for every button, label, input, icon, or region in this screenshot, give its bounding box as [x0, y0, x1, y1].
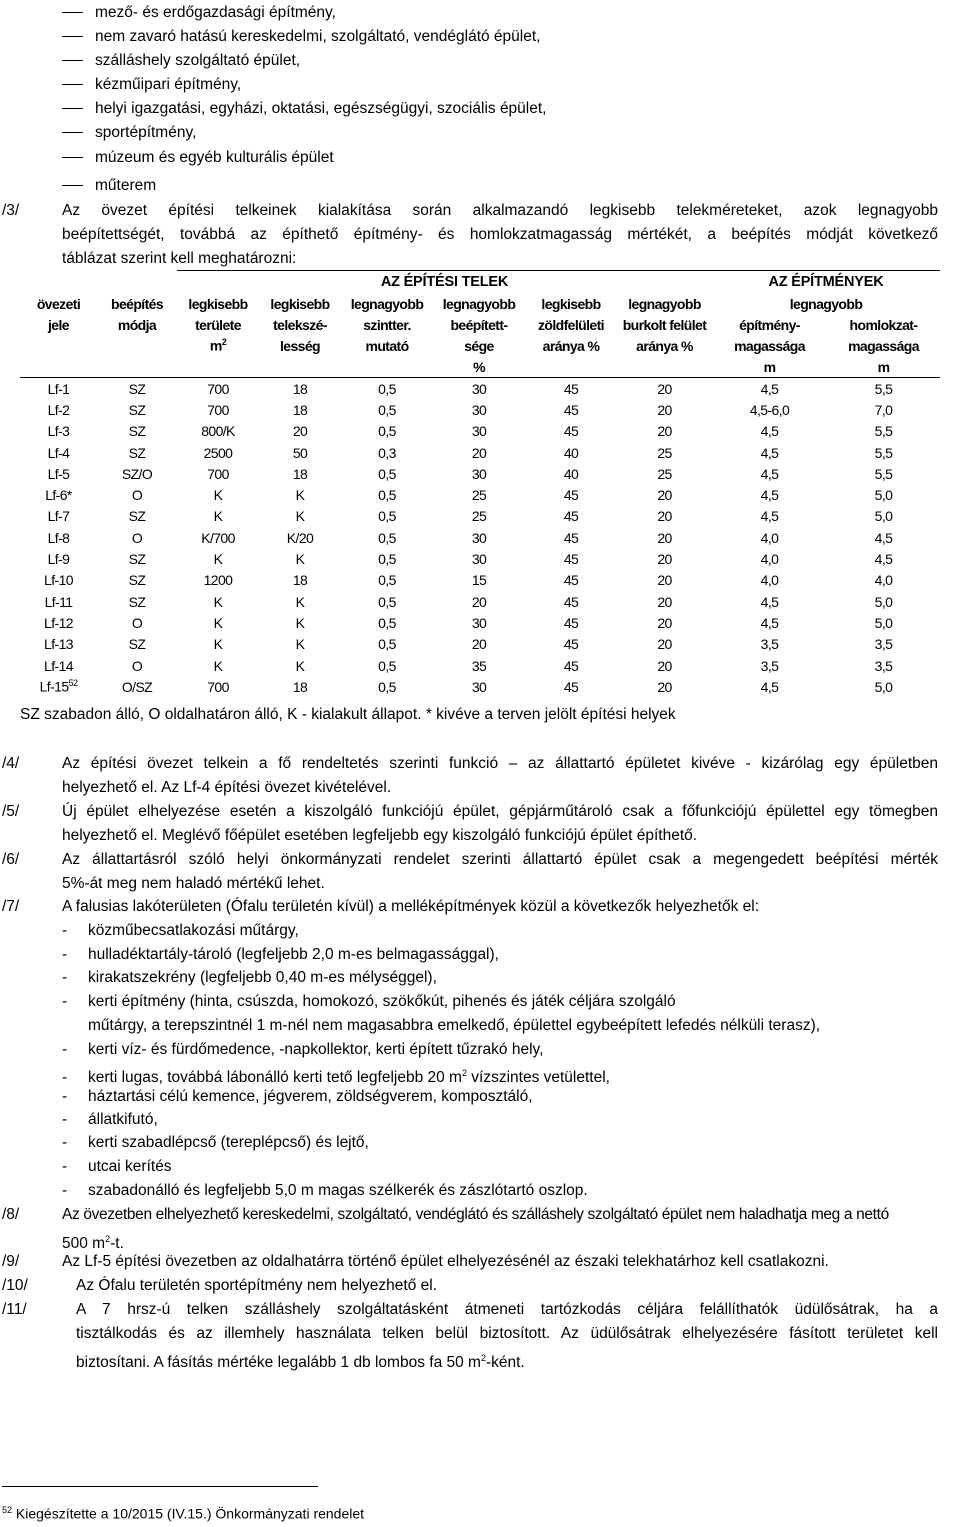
cell-built: 25 — [471, 508, 487, 525]
table-row — [20, 676, 940, 697]
cell-facade-height: 4,0 — [874, 572, 893, 589]
cell-width: K — [295, 508, 305, 525]
cell-green: 45 — [563, 614, 579, 631]
cell-paved: 25 — [657, 465, 672, 482]
table-row — [20, 634, 940, 655]
paragraph-line: A 7 hrsz-ú telken szálláshely szolgáltatásként átmeneti tartózkodás céljára felállíthatók üdülősátrak, ha a — [76, 1301, 938, 1318]
cell-mode: SZ — [128, 508, 146, 525]
cell-paved: 20 — [657, 508, 672, 525]
footnote-ref: 52 — [68, 678, 78, 689]
cell-mode: SZ — [128, 593, 146, 610]
cell-built: 30 — [471, 401, 487, 418]
cell-width: 18 — [292, 380, 308, 397]
cell-mode: SZ — [128, 423, 146, 440]
paragraph-10 — [0, 1274, 960, 1298]
cell-facade-height: 5,5 — [874, 444, 893, 461]
cell-width: K/20 — [286, 529, 314, 546]
cell-paved: 20 — [657, 572, 672, 589]
paragraph-number: /11/ — [2, 1301, 27, 1318]
header-green: zöldfelületi — [538, 316, 604, 333]
table-row — [20, 484, 940, 505]
cell-mode: SZ — [128, 636, 146, 653]
header-paved: legnagyobb — [628, 295, 701, 312]
paragraph-line: A falusias lakóterületen (Ófalu területén kívül) a melléképítmények közül a következők helyezhetők el: — [62, 898, 760, 915]
cell-floor: 0,5 — [378, 636, 396, 653]
paragraph-line: helyezhető el. Az Lf-4 építési övezet kivételével. — [62, 779, 392, 796]
cell-facade-height: 5,0 — [874, 678, 893, 695]
cell-green: 45 — [563, 551, 579, 568]
header-building-height: építmény- — [739, 316, 800, 333]
cell-green: 45 — [563, 678, 579, 695]
table-row — [20, 506, 940, 527]
cell-width: K — [295, 593, 305, 610]
cell-mode: O — [131, 529, 143, 546]
paragraph-line: Az állattartásról szóló helyi önkormányzati rendelet szerinti állattartó épület csak a megengedett beépítési mérték — [62, 851, 938, 868]
paragraph-number: /10/ — [2, 1277, 28, 1294]
paragraph-5 — [0, 800, 960, 848]
header-floor: legnagyobb — [350, 295, 424, 312]
cell-building-height: 4,5 — [760, 593, 779, 610]
list-item: műterem — [62, 175, 156, 197]
cell-mode: SZ — [128, 401, 146, 418]
paragraph-7 — [0, 895, 960, 919]
list-item: - állatkifutó, — [62, 1111, 158, 1128]
footnote-separator — [2, 1486, 318, 1487]
cell-floor: 0,5 — [378, 508, 396, 525]
cell-built: 30 — [471, 529, 487, 546]
cell-facade-height: 5,0 — [874, 487, 893, 504]
cell-floor: 0,5 — [378, 423, 396, 440]
cell-building-height: 4,5 — [760, 465, 779, 482]
cell-mode: SZ — [128, 551, 146, 568]
cell-built: 30 — [471, 465, 487, 482]
footnote-text: Kiegészítette a 10/2015 (IV.15.) Önkormányzati rendelet — [15, 1505, 365, 1522]
cell-building-height: 4,5 — [760, 678, 779, 695]
cell-mode: SZ — [128, 572, 146, 589]
cell-building-height: 4,5 — [760, 444, 779, 461]
header-area-unit: $m^2$ — [209, 337, 227, 354]
cell-mode: O/SZ — [121, 678, 153, 695]
cell-area: K — [213, 508, 223, 525]
cell-building-height: 4,5 — [760, 423, 779, 440]
cell-paved: 20 — [657, 636, 672, 653]
cell-width: 18 — [292, 572, 308, 589]
cell-zone: Lf-4 — [47, 444, 70, 461]
cell-paved: 25 — [657, 444, 672, 461]
cell-green: 40 — [563, 444, 579, 461]
cell-facade-height: 5,0 — [874, 593, 893, 610]
paragraph-line: beépítettségét, továbbá az építhető építmény- és homlokzatmagasság mértékét, a beépítés módját következő — [62, 226, 938, 243]
cell-paved: 20 — [657, 551, 672, 568]
cell-green: 45 — [563, 401, 579, 418]
table-row — [20, 527, 940, 548]
header-width: legkisebb — [270, 295, 330, 312]
header-green: aránya % — [542, 337, 600, 354]
paragraph-number: /5/ — [2, 803, 20, 820]
cell-facade-height: 5,5 — [874, 380, 893, 397]
cell-mode: SZ/O — [121, 465, 153, 482]
cell-building-height: 4,5 — [760, 614, 779, 631]
cell-paved: 20 — [657, 380, 672, 397]
paragraph-line: biztosítani. A fásítás mértéke legalább 1 db lombos fa 50 $m^2$-ként. — [76, 1353, 525, 1372]
cell-area: K — [213, 657, 223, 674]
header-area: legkisebb — [188, 295, 248, 312]
header-floor: mutató — [365, 337, 409, 354]
cell-building-height: 4,5 — [760, 380, 779, 397]
header-zone: övezeti — [36, 295, 81, 312]
header-green: legkisebb — [541, 295, 601, 312]
cell-built: 20 — [471, 593, 487, 610]
cell-building-height: 3,5 — [760, 636, 779, 653]
paragraph-line: Az Lf-5 építési övezetben az oldalhatárra történő épület elhelyezésénél az északi telekhatárhoz kell csatlakozni. — [62, 1253, 829, 1270]
cell-area: 700 — [207, 380, 229, 397]
cell-facade-height: 3,5 — [874, 636, 893, 653]
table-row — [20, 655, 940, 676]
cell-green: 45 — [563, 508, 579, 525]
cell-built: 30 — [471, 678, 487, 695]
list-item: - utcai kerítés — [62, 1158, 172, 1175]
cell-area: K — [213, 593, 223, 610]
cell-green: 45 — [563, 529, 579, 546]
header-built: legnagyobb — [442, 295, 516, 312]
cell-area: K — [213, 636, 223, 653]
list-item: szálláshely szolgáltató épület, — [62, 50, 300, 72]
cell-building-height: 4,0 — [760, 572, 779, 589]
list-item: - kerti építmény (hinta, csúszda, homokozó, szökőkút, pihenés és játék céljára szolgáló — [62, 993, 676, 1010]
header-building-height: m — [712, 356, 827, 378]
paragraph-11 — [0, 1298, 960, 1370]
cell-zone: Lf-14 — [44, 657, 73, 674]
cell-width: K — [295, 657, 305, 674]
cell-zone: Lf-6* — [45, 487, 72, 504]
header-mode: módja — [117, 316, 157, 333]
header-facade-height: magassága — [848, 337, 919, 354]
list-item: - kerti szabadlépcső (tereplépcső) és lejtő, — [62, 1134, 369, 1151]
group-header-plot: AZ ÉPÍTÉSI TELEK — [177, 271, 712, 294]
header-largest: legnagyobb — [789, 295, 863, 312]
header-facade-height: homlokzat- — [849, 316, 918, 333]
cell-building-height: 3,5 — [760, 657, 779, 674]
cell-zone: $Lf-15^{52}$ — [39, 678, 78, 696]
header-zone: jele — [48, 316, 69, 333]
paragraph-3 — [0, 199, 960, 271]
cell-facade-height: 4,5 — [874, 529, 893, 546]
list-item: - szabadonálló és legfeljebb 5,0 m magas szélkerék és zászlótartó oszlop. — [62, 1182, 588, 1199]
cell-floor: 0,5 — [378, 572, 396, 589]
cell-paved: 20 — [657, 487, 672, 504]
footnote-marker: 52 — [2, 1505, 13, 1515]
paragraph-line: Az építési övezet telkein a fő rendeltetés szerinti funkció – az állattartó épületet kivéve - kizárólag egy épületben — [62, 755, 938, 772]
cell-facade-height: 5,5 — [874, 423, 893, 440]
cell-zone: Lf-7 — [47, 508, 70, 525]
paragraph-number: /7/ — [2, 898, 20, 915]
cell-facade-height: 5,0 — [874, 508, 893, 525]
cell-mode: O — [131, 487, 143, 504]
cell-width: K — [295, 487, 305, 504]
cell-floor: 0,5 — [378, 529, 396, 546]
table-row — [20, 399, 940, 420]
table-row — [20, 463, 940, 484]
cell-area: K — [213, 487, 223, 504]
list-item: - hulladéktartály-tároló (legfeljebb 2,0 m-es belmagassággal), — [62, 946, 499, 963]
table-row — [20, 612, 940, 633]
header-built: % — [433, 356, 525, 378]
paragraph-line: Az övezet építési telkeinek kialakítása során alkalmazandó legkisebb telekméreteket, azok legnagyobb — [62, 202, 938, 219]
header-area: területe — [195, 316, 241, 333]
cell-green: 40 — [563, 465, 579, 482]
list-item: - háztartási célú kemence, jégverem, zöldségverem, komposztáló, — [62, 1088, 533, 1105]
paragraph-8 — [0, 1203, 960, 1251]
header-floor: szintter. — [363, 316, 411, 333]
cell-mode: O — [131, 614, 143, 631]
cell-zone: Lf-1 — [47, 380, 70, 397]
paragraph-line: Az övezetben elhelyezhető kereskedelmi, szolgáltató, vendéglátó és szálláshely szolgáltató épület nem haladhatja meg a nettó — [62, 1206, 889, 1223]
header-paved: burkolt felület — [622, 316, 707, 333]
list-item: múzeum és egyéb kulturális épület — [62, 147, 334, 169]
cell-green: 45 — [563, 423, 579, 440]
cell-floor: 0,5 — [378, 593, 396, 610]
paragraph-line: Az Ófalu területén sportépítmény nem helyezhető el. — [76, 1277, 438, 1294]
cell-building-height: 4,5-6,0 — [749, 401, 790, 418]
group-header-building: AZ ÉPÍTMÉNYEK — [712, 271, 940, 294]
cell-area: 800/K — [201, 423, 235, 440]
cell-facade-height: 3,5 — [874, 657, 893, 674]
paragraph-line: Új épület elhelyezése esetén a kiszolgáló funkciójú épület, gépjárműtároló csak a főfunkciójú épülettel egy tömegben — [62, 803, 938, 820]
list-item: sportépítmény, — [62, 122, 196, 144]
cell-area: 700 — [207, 465, 229, 482]
list-item: műtárgy, a terepszintnél 1 m-nél nem magasabbra emelkedő, épülettel egybeépített lefedés nélküli terasz), — [88, 1017, 821, 1034]
table-row — [20, 378, 940, 400]
list-item: - közműbecsatlakozási műtárgy, — [62, 922, 299, 939]
cell-built: 30 — [471, 423, 487, 440]
table-body — [20, 378, 940, 698]
cell-width: 18 — [292, 678, 308, 695]
cell-floor: 0,5 — [378, 678, 396, 695]
cell-zone: Lf-10 — [44, 572, 73, 589]
paragraph-line: táblázat szerint kell meghatározni: — [62, 250, 297, 267]
cell-mode: SZ — [128, 444, 146, 461]
zoning-table — [20, 270, 940, 697]
list-item: - kerti víz- és fürdőmedence, -napkollektor, kerti épített tűzrakó hely, — [62, 1041, 544, 1058]
paragraph-line: 500 $m^2-t$. — [62, 1234, 124, 1253]
cell-width: 18 — [292, 401, 308, 418]
cell-green: 45 — [563, 657, 579, 674]
cell-floor: 0,5 — [378, 657, 396, 674]
cell-zone: Lf-12 — [44, 614, 73, 631]
header-paved: aránya % — [636, 337, 693, 354]
cell-facade-height: 5,5 — [874, 465, 893, 482]
cell-paved: 20 — [657, 614, 672, 631]
cell-built: 30 — [471, 380, 487, 397]
cell-zone: Lf-2 — [47, 401, 70, 418]
cell-area: K/700 — [201, 529, 235, 546]
table-row — [20, 591, 940, 612]
cell-built: 20 — [471, 636, 487, 653]
paragraph-number: /8/ — [2, 1206, 20, 1223]
cell-floor: 0,5 — [378, 614, 396, 631]
cell-mode: O — [131, 657, 143, 674]
cell-width: K — [295, 636, 305, 653]
table-legend: SZ szabadon álló, O oldalhatáron álló, K - kialakult állapot. * kivéve a terven jelölt építési helyek — [20, 706, 676, 723]
cell-facade-height: 4,5 — [874, 551, 893, 568]
cell-paved: 20 — [657, 657, 672, 674]
cell-green: 45 — [563, 487, 579, 504]
table-row — [20, 548, 940, 569]
cell-green: 45 — [563, 636, 579, 653]
cell-zone: Lf-3 — [47, 423, 70, 440]
cell-building-height: 4,0 — [760, 551, 779, 568]
cell-zone: Lf-11 — [44, 593, 73, 610]
cell-floor: 0,3 — [378, 444, 396, 461]
paragraph-number: /4/ — [2, 755, 20, 772]
list-item: nem zavaró hatású kereskedelmi, szolgáltató, vendéglátó épület, — [62, 26, 540, 48]
cell-area: 2500 — [203, 444, 233, 461]
paragraph-number: /3/ — [2, 202, 20, 219]
cell-floor: 0,5 — [378, 551, 396, 568]
cell-floor: 0,5 — [378, 401, 396, 418]
cell-built: 30 — [471, 551, 487, 568]
cell-area: 1200 — [203, 572, 233, 589]
cell-mode: SZ — [128, 380, 146, 397]
header-built: sége — [464, 337, 494, 354]
header-facade-height: m — [827, 356, 940, 378]
header-width: lesség — [280, 337, 320, 354]
cell-paved: 20 — [657, 593, 672, 610]
paragraph-6 — [0, 848, 960, 896]
header-built: beépített- — [450, 316, 508, 333]
cell-building-height: 4,0 — [760, 529, 779, 546]
cell-area: 700 — [207, 678, 229, 695]
cell-area: K — [213, 614, 223, 631]
cell-building-height: 4,5 — [760, 508, 779, 525]
cell-width: K — [295, 551, 305, 568]
footnote — [2, 1505, 364, 1522]
cell-built: 25 — [471, 487, 487, 504]
paragraph-4 — [0, 752, 960, 800]
cell-width: 50 — [292, 444, 308, 461]
cell-width: 20 — [292, 423, 308, 440]
list-item: helyi igazgatási, egyházi, oktatási, egészségügyi, szociális épület, — [62, 98, 546, 120]
list-item: kézműipari építmény, — [62, 74, 241, 96]
cell-zone: Lf-8 — [47, 529, 70, 546]
cell-built: 30 — [471, 614, 487, 631]
list-item: - kerti lugas, továbbá lábonálló kerti tető legfeljebb 20 $m^2$ vízszintes vetülettel, — [62, 1068, 610, 1087]
cell-facade-height: 7,0 — [874, 401, 893, 418]
cell-green: 45 — [563, 380, 579, 397]
cell-built: 35 — [471, 657, 487, 674]
cell-width: K — [295, 614, 305, 631]
cell-area: 700 — [207, 401, 229, 418]
cell-paved: 20 — [657, 401, 672, 418]
header-width: telekszé- — [273, 316, 327, 333]
cell-floor: 0,5 — [378, 465, 396, 482]
cell-green: 45 — [563, 593, 579, 610]
paragraph-line: helyezhető el. Meglévő főépület esetében legfeljebb egy kiszolgáló funkciójú épület építhető. — [62, 827, 698, 844]
paragraph-line: tisztálkodás és az illemhely használata telken belül biztosított. Az üdülősátrak elhelyezésére fásított területet kell — [76, 1325, 938, 1342]
list-item: - kirakatszekrény (legfeljebb 0,40 m-es mélységgel), — [62, 969, 437, 986]
cell-paved: 20 — [657, 678, 672, 695]
cell-facade-height: 5,0 — [874, 614, 893, 631]
header-building-height: magassága — [734, 337, 805, 354]
list-item: mező- és erdőgazdasági építmény, — [62, 2, 336, 24]
cell-zone: Lf-9 — [47, 551, 70, 568]
cell-area: K — [213, 551, 223, 568]
cell-paved: 20 — [657, 529, 672, 546]
table-row — [20, 421, 940, 442]
table-row — [20, 442, 940, 463]
table-row — [20, 570, 940, 591]
paragraph-9 — [0, 1250, 960, 1274]
cell-floor: 0,5 — [378, 380, 396, 397]
cell-building-height: 4,5 — [760, 487, 779, 504]
cell-built: 15 — [471, 572, 487, 589]
paragraph-number: /9/ — [2, 1253, 20, 1270]
paragraph-number: /6/ — [2, 851, 20, 868]
cell-floor: 0,5 — [378, 487, 396, 504]
cell-paved: 20 — [657, 423, 672, 440]
cell-zone: Lf-13 — [44, 636, 73, 653]
cell-zone: Lf-5 — [47, 465, 70, 482]
cell-green: 45 — [563, 572, 579, 589]
paragraph-line: 5%-át meg nem haladó mértékű lehet. — [62, 875, 325, 892]
cell-built: 20 — [471, 444, 487, 461]
header-mode: beépítés — [111, 295, 163, 312]
cell-width: 18 — [292, 465, 308, 482]
